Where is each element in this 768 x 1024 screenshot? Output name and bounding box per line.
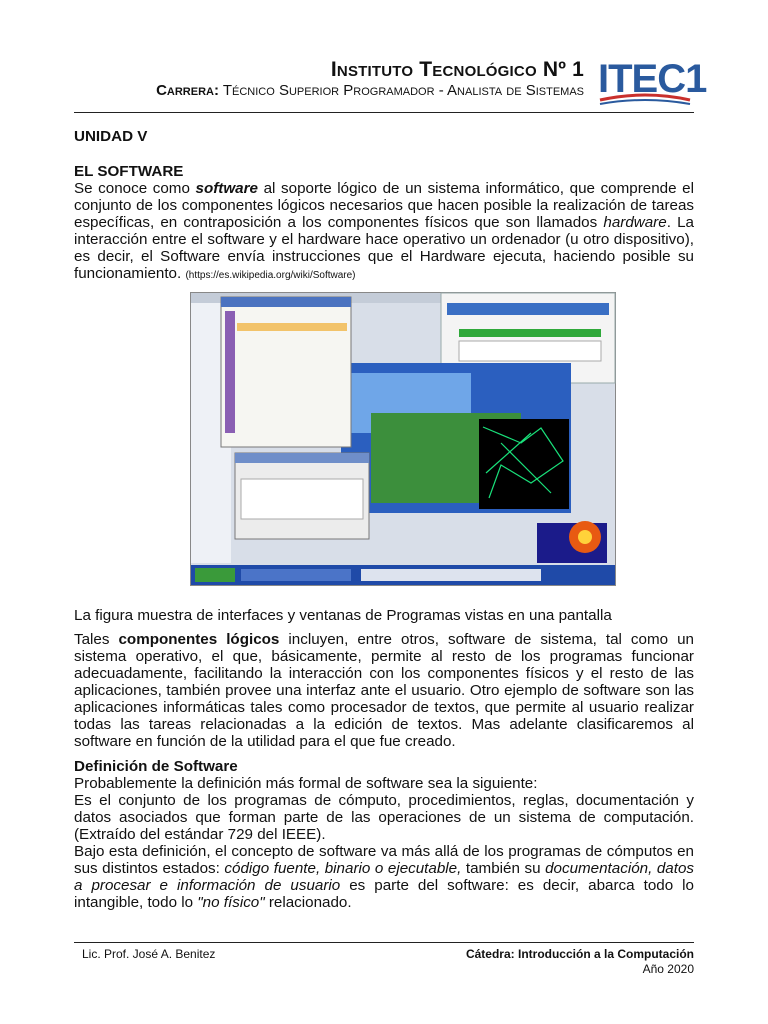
footer-info [466, 947, 694, 977]
header-divider [74, 112, 694, 113]
definition-ieee: Es el conjunto de los programas de cómputo, procedimientos, reglas, documentación y datos asociados que forman parte de las operaciones de un sistema de computación. (Extraído del estándar 729 del IEEE). [74, 792, 694, 843]
intro-section [74, 128, 694, 284]
institute-title: Instituto Tecnológico Nº 1 [330, 58, 584, 81]
logical-components-paragraph: Tales componentes lógicos incluyen, entre otros, software de sistema, tal como un sistema operativo, el que, básicamente, permite al resto de los programas funcionar adecuadamente, facilitando la interacción con los componentes físicos y el resto de las aplicaciones, también provee una interfaz ante el usuario. Otro ejemplo de software son las aplicaciones informáticas tales como procesador de textos, que permite al usuario realizar todas las tareas relacionadas a la edición de textos. Mas adelante clasificaremos al software en función de la utilidad para el que fue creado. [74, 631, 694, 750]
definition-intro: Probablemente la definición más formal de software sea la siguiente: [74, 775, 538, 792]
section-heading-definition: Definición de Software [74, 758, 238, 775]
unit-title: UNIDAD V [74, 128, 148, 145]
footer-divider [74, 942, 694, 943]
body-section [74, 631, 694, 911]
figure-caption: La figura muestra de interfaces y ventanas de Programas vistas en una pantalla [74, 607, 612, 624]
source-citation: (https://es.wikipedia.org/wiki/Software) [185, 270, 356, 281]
career-subtitle [156, 82, 584, 99]
itec1-logo [596, 52, 707, 110]
logo-text: ITEC1 [598, 57, 707, 101]
software-screenshot-figure [190, 292, 616, 586]
page-header [74, 52, 707, 114]
software-paragraph: Se conoce como software al soporte lógico de un sistema informático, que comprende el conjunto de los componentes lógicos necesarios que hacen posible la realización de tareas específicas, en contraposición a los componentes físicos que son llamados hardware. La interacción entre el software y el hardware hace operativo un ordenador (u otro dispositivo), es decir, el Software envía instrucciones que el Hardware ejecuta, haciendo posible su funcionamiento. (https://es.wikipedia.org/wiki/Software) [74, 180, 694, 282]
footer-course: Cátedra: Introducción a la Computación [465, 947, 694, 961]
footer-author: Lic. Prof. José A. Benitez [82, 947, 216, 961]
footer-year: Año 2020 [642, 962, 694, 976]
definition-scope: Bajo esta definición, el concepto de software va más allá de los programas de cómputos en sus distintos estados: código fuente, binario o ejecutable, también su documentación, datos a procesar e información de usuario es parte del software: es decir, abarca todo lo intangible, todo lo "no físico" relacionado. [74, 843, 695, 911]
section-heading-software: EL SOFTWARE [74, 163, 184, 180]
career-name: Técnico Superior Programador - Analista de Sistemas [218, 82, 584, 99]
career-label: Carrera: [156, 82, 219, 99]
